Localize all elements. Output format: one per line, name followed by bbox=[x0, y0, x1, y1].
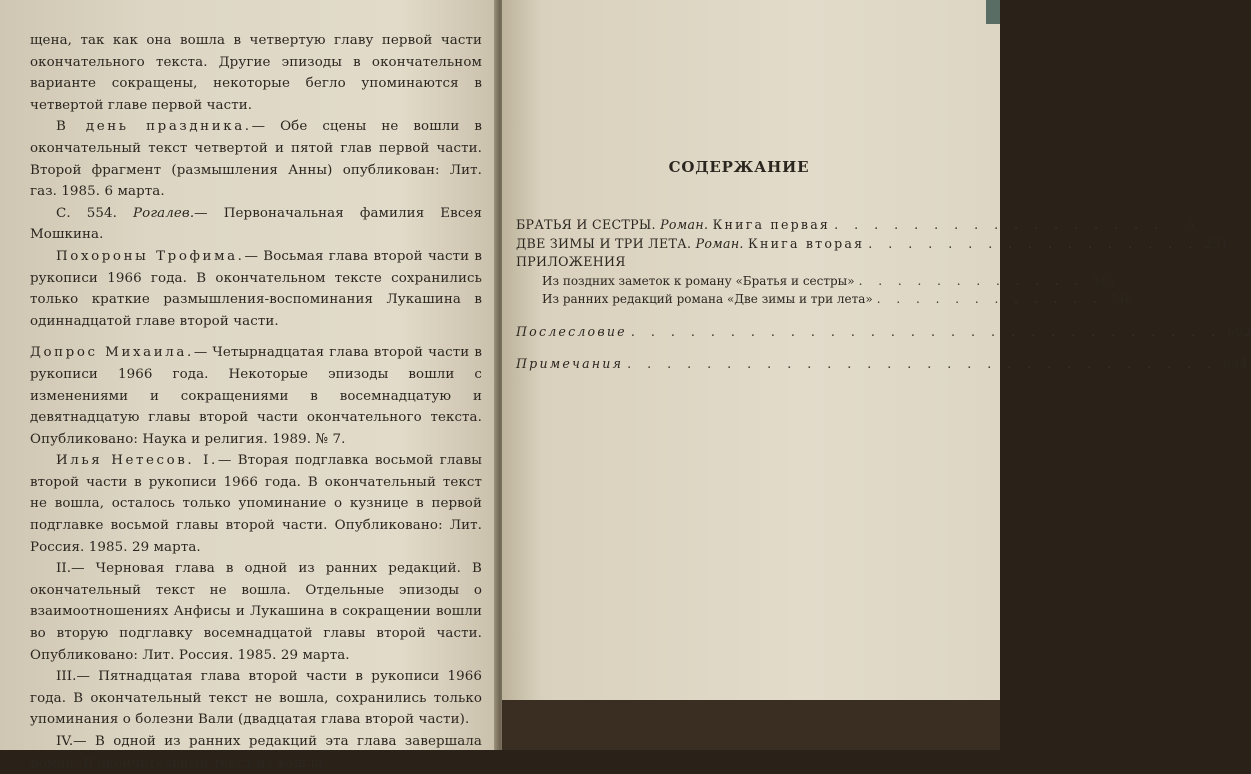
toc-entry-title: Из ранних редакций романа «Две зимы и три лета» bbox=[542, 292, 873, 306]
toc-entry-title: ДВЕ ЗИМЫ И ТРИ ЛЕТА. Роман. Книга вторая bbox=[516, 235, 865, 251]
toc-page-number: 5 bbox=[1186, 217, 1195, 232]
toc-entry-title: Примечания bbox=[516, 356, 624, 371]
notes-paragraph bbox=[30, 666, 482, 731]
entry-heading: Рогалев. bbox=[133, 205, 195, 221]
left-page bbox=[0, 0, 500, 771]
paragraph-text: — Четырнадцатая глава второй части в рукописи 1966 года. Некоторые эпизоды вошли с изменениями и сокращениями в восемнадцатую и девятнадцатую главы второй части окончательного текста. Опубликовано: Наука и религия. 1989. № 7. bbox=[30, 345, 482, 447]
toc-page-number: 634 bbox=[1223, 356, 1248, 371]
paragraph-text: щена, так как она вошла в четвертую главу первой части окончательного текста. Другие эпизоды в окончательном варианте сокращены, некоторые бегло упоминаются в четвертой главе первой части. bbox=[30, 33, 482, 113]
toc-page-number: 602 bbox=[1227, 323, 1251, 339]
toc-entry-title: Послесловие bbox=[516, 323, 627, 339]
background-surface bbox=[502, 700, 1000, 750]
toc-entry bbox=[516, 290, 1133, 309]
toc-leader: . . . . . . . . . . . . . . . . . . . . . . . . . . . . . . bbox=[627, 356, 1218, 371]
notes-paragraph bbox=[30, 30, 482, 116]
toc-entry-title: ПРИЛОЖЕНИЯ bbox=[516, 254, 626, 269]
notes-paragraph bbox=[30, 246, 482, 332]
toc-entry-title: БРАТЬЯ И СЕСТРЫ. Роман. Книга первая bbox=[516, 217, 831, 232]
paragraph-text: — Обе сцены не вошли в окончательный текст четвертой и пятой глав первой части. Второй фрагмент (размышления Анны) опубликован: Лит. газ. 1985. 6 марта. bbox=[30, 119, 482, 200]
paragraph-text: — Вторая подглавка восьмой главы второй части в рукописи 1966 года. В окончательный текст не вошла, осталось только упоминание о кузнице в первой подглавке восьмой главы второй части. Опубликовано: Лит. Россия. 1985. 29 марта. bbox=[30, 453, 483, 555]
toc-leader: . . . . . . . . . . . . . . . . . bbox=[834, 217, 1165, 232]
entry-heading: Илья Нетесов. I. bbox=[56, 453, 218, 469]
notes-paragraph bbox=[30, 450, 482, 558]
toc-entry-title: Из поздних заметок к роману «Братья и сестры» bbox=[542, 273, 855, 288]
toc-leader: . . . . . . . . . . . . . . . . . . . . . . . . . . . . . . bbox=[630, 323, 1222, 339]
paragraph-text: — Восьмая глава второй части в рукописи 1966 года. В окончательном тексте сохранились только краткие размышления-воспоминания Лукашина в одиннадцатой главе второй части. bbox=[30, 248, 483, 329]
toc-leader: . . . . . . . . . . . . bbox=[858, 273, 1085, 288]
entry-heading: В день праздника. bbox=[56, 119, 252, 135]
toc-title: СОДЕРЖАНИЕ bbox=[668, 158, 810, 176]
paragraph-text: IV.— В одной из ранних редакций эта глава завершала роман. В окончательный текст не вошла. bbox=[30, 734, 482, 771]
toc-page-number: 546 bbox=[1109, 292, 1133, 306]
toc-leader: . . . . . . . . . . . . bbox=[876, 292, 1103, 306]
toc-page-number: 543 bbox=[1091, 273, 1115, 288]
notes-paragraph bbox=[30, 342, 482, 450]
page-ref: С. 554. bbox=[56, 205, 134, 221]
notes-paragraph bbox=[30, 731, 482, 774]
toc-entry bbox=[516, 355, 1248, 374]
entry-heading: Похороны Трофима. bbox=[56, 248, 245, 264]
toc-entry bbox=[516, 272, 1115, 291]
toc-entry bbox=[516, 323, 1251, 342]
background-corner bbox=[986, 0, 1000, 24]
toc-entry bbox=[516, 253, 962, 272]
right-page bbox=[502, 0, 1251, 700]
toc-entry bbox=[516, 235, 1229, 254]
toc-entry bbox=[516, 216, 1195, 235]
notes-paragraph bbox=[30, 203, 482, 246]
toc-page-number: 251 bbox=[1204, 235, 1229, 251]
notes-paragraph bbox=[30, 116, 482, 202]
paragraph-text: — Первоначальная фамилия Евсея Мошкина. bbox=[30, 205, 482, 243]
entry-heading: Допрос Михаила. bbox=[30, 345, 194, 361]
paragraph-text: III.— Пятнадцатая глава второй части в рукописи 1966 года. В окончательный текст не вошла, сохранились только упоминания о болезни Вали (двадцатая глава второй части). bbox=[30, 669, 482, 728]
paragraph-text: II.— Черновая глава в одной из ранних редакций. В окончательный текст не вошла. Отдельные эпизоды о взаимоотношениях Анфисы и Лукашина в сокращении вошли во вторую подглавку восемнадцатой главы второй части. Опубликовано: Лит. Россия. 1985. 29 марта. bbox=[30, 561, 482, 663]
notes-paragraph bbox=[30, 558, 482, 666]
toc-leader: . . . . . . . . . . . . . . . . . bbox=[868, 235, 1199, 251]
